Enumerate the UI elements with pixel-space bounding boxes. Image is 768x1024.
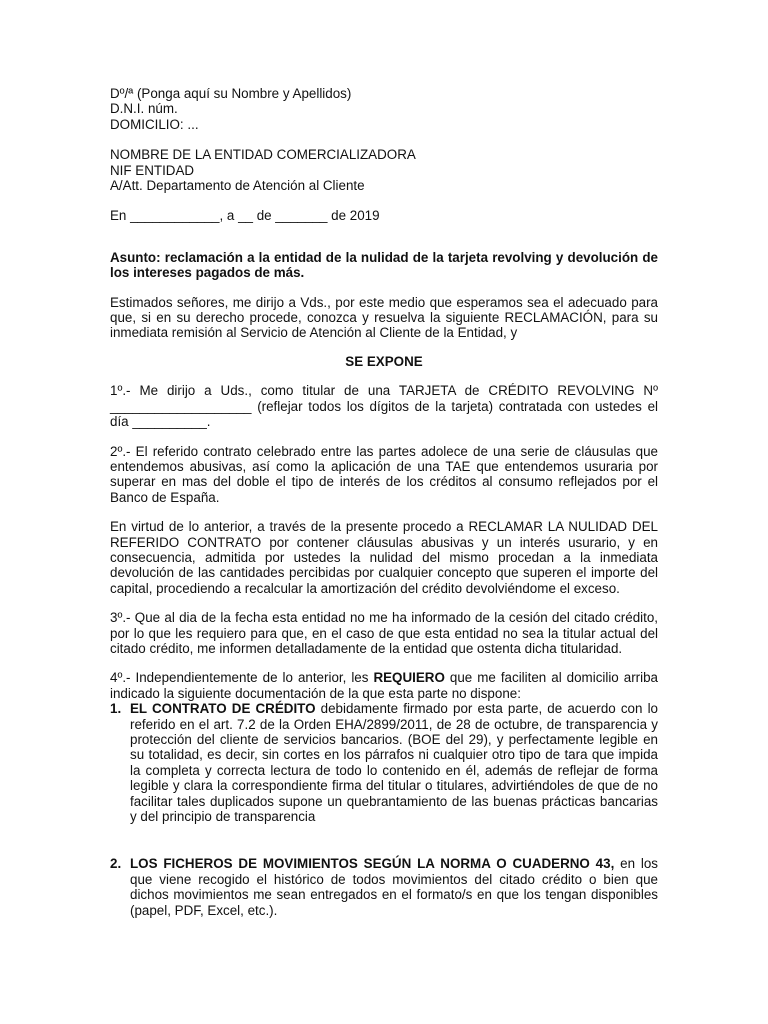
sender-address-line: DOMICILIO: ... bbox=[110, 116, 199, 132]
recipient-attention: A/Att. Departamento de Atención al Cliente bbox=[110, 178, 365, 194]
intro-paragraph: Estimados señores, me dirijo a Vds., por este medio que esperamos sea el adecuado para que, si en su derecho procede, conozca y resuelva la siguiente RECLAMACIÓN, para su inmediata remisión al Servicio de Atención al Cliente de la Entidad, y bbox=[110, 294, 658, 341]
recipient-block bbox=[110, 147, 658, 193]
subject-line: Asunto: reclamación a la entidad de la nulidad de la tarjeta revolving y devolución de los intereses pagados de más. bbox=[110, 249, 658, 281]
paragraph-4-bold: REQUIERO bbox=[373, 670, 445, 686]
paragraph-2: 2º.- El referido contrato celebrado entre las partes adolece de una serie de cláusulas que entendemos abusivas, así como la aplicación de una TAE que entendemos usuraria por superar en mas del doble el tipo de interés de los créditos al consumo reflejados por el Banco de España. bbox=[110, 443, 658, 505]
list-item bbox=[110, 701, 658, 824]
sender-name-line: Dº/ª (Ponga aquí su Nombre y Apellidos) bbox=[110, 86, 352, 101]
list-item bbox=[110, 856, 658, 918]
list-item-bold: LOS FICHEROS DE MOVIMIENTOS SEGÚN LA NORMA O CUADERNO 43, bbox=[130, 856, 615, 872]
list-item-text: debidamente firmado por esta parte, de acuerdo con lo referido en el art. 7.2 de la Orden EHA/2899/2011, de 28 de octubre, de transparencia y protección del cliente de servicios bancarios. (BOE del 29), y perfectamente legible en su totalidad, es decir, sin cortes en los párrafos ni cualquier otro tipo de tara que impida la completa y correcta lectura de todo lo contenido en él, además de reflejar de forma legible y clara la correspondiente firma del titular o titulares, advirtiéndoles de que de no facilitar tales duplicados supone un quebrantamiento de las buenas prácticas bancarias y del principio de transparencia bbox=[130, 701, 658, 825]
sender-block bbox=[110, 86, 658, 132]
recipient-nif: NIF ENTIDAD bbox=[110, 162, 195, 178]
date-line: En ____________, a __ de _______ de 2019 bbox=[110, 208, 380, 224]
paragraph-4-pre: 4º.- Independientemente de lo anterior, les bbox=[110, 670, 374, 686]
list-item-number: 1. bbox=[110, 701, 122, 717]
list-item-bold: EL CONTRATO DE CRÉDITO bbox=[130, 701, 316, 717]
list-item-text: en los que viene recogido el histórico de todos movimientos del citado crédito o bien que dichos movimientos me sean entregados en el formato/s en que los tengan disponibles (papel, PDF, Excel, etc.). bbox=[130, 856, 659, 918]
paragraph-4 bbox=[110, 670, 658, 701]
paragraph-4-post: que me faciliten al domicilio arriba indicado la siguiente documentación de la que esta parte no dispone: bbox=[110, 670, 658, 701]
paragraph-1: 1º.- Me dirijo a Uds., como titular de una TARJETA de CRÉDITO REVOLVING Nº ___________________ (reflejar todos los dígitos de la tarjeta) contratada con ustedes el día __________. bbox=[110, 383, 658, 430]
recipient-entity: NOMBRE DE LA ENTIDAD COMERCIALIZADORA bbox=[110, 147, 416, 163]
paragraph-virtud: En virtud de lo anterior, a través de la presente procedo a RECLAMAR LA NULIDAD DEL REFERIDO CONTRATO por contener cláusulas abusivas y un interés usurario, y en consecuencia, admitida por ustedes la nulidad del mismo procedan a la inmediata devolución de las cantidades percibidas por cualquier concepto que superen el importe del capital, procediendo a recalcular la amortización del crédito devolviéndome el exceso. bbox=[110, 519, 658, 596]
sender-dni-line: D.N.I. núm. bbox=[110, 101, 178, 117]
letter-page bbox=[110, 86, 658, 918]
list-item-number: 2. bbox=[110, 856, 122, 872]
section-heading: SE EXPONE bbox=[345, 353, 423, 369]
paragraph-3: 3º.- Que al dia de la fecha esta entidad no me ha informado de la cesión del citado crédito, por lo que les requiero para que, en el caso de que esta entidad no sea la titular actual del citado crédito, me informen detalladamente de la entidad que ostenta dicha titularidad. bbox=[110, 610, 658, 656]
